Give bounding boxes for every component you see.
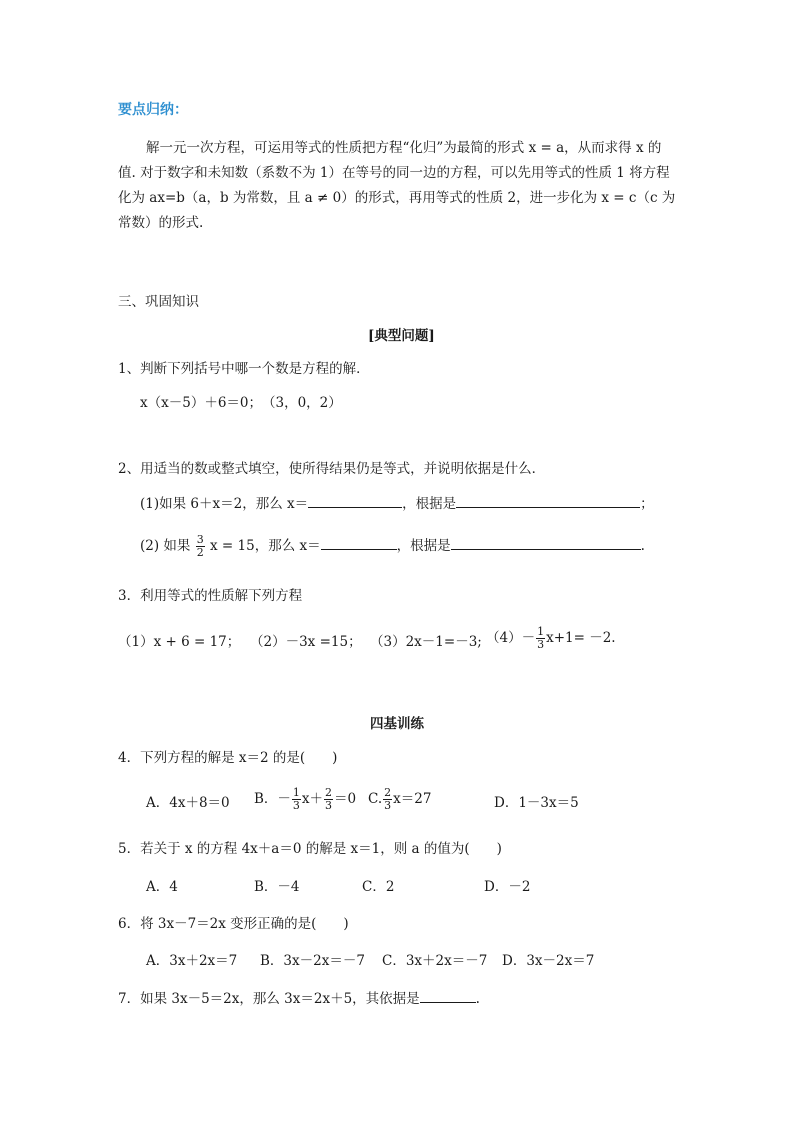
q2a-end: ； xyxy=(640,496,654,512)
q7-end: . xyxy=(475,991,480,1007)
q4-option-a[interactable]: A．4x＋8＝0 xyxy=(146,795,230,811)
q4b-fraction-1-numerator: 1 xyxy=(292,786,300,799)
q4b-mid: x＋ xyxy=(301,791,324,807)
q7-text xyxy=(118,988,480,1009)
section3-heading: 三、巩固知识 xyxy=(118,294,199,310)
section3-subheading: [典型问题] xyxy=(368,328,435,344)
q2b-reason-blank[interactable] xyxy=(451,535,641,550)
q5-option-b[interactable]: B．－4 xyxy=(254,879,300,895)
q4b-post: ＝0 xyxy=(334,791,357,807)
q4b-fraction-2-numerator: 2 xyxy=(325,786,333,799)
q4b-fraction-1-denominator: 3 xyxy=(292,799,300,812)
q4c-post: x＝27 xyxy=(393,791,432,807)
q2a-mid: ，根据是 xyxy=(402,496,457,512)
q2b-end: . xyxy=(640,538,645,554)
q4b-fraction-2 xyxy=(324,787,333,812)
section4-heading: 四基训练 xyxy=(370,716,424,732)
q3-part-1: （1）x + 6 = 17； xyxy=(118,634,241,650)
summary-body: 解一元一次方程，可运用等式的性质把方程“化归”为最简的形式 x = a，从而求得 x 的值. 对于数字和未知数（系数不为 1）在等号的同一边的方程，可以先用等式的性质 1 将方程化为 ax=b（a，b 为常数，且 a ≠ 0）的形式，再用等式的性质 2，进一步化为 x = c（c 为常数）的形式. xyxy=(118,140,676,231)
q3p4-prefix: （4）－ xyxy=(486,630,536,646)
q4c-prefix: C. xyxy=(368,791,383,807)
q5-option-c[interactable]: C．2 xyxy=(362,879,395,895)
q2b-fraction-numerator: 3 xyxy=(196,533,204,546)
q5-option-a[interactable]: A．4 xyxy=(146,879,178,895)
q3p4-post: x+1= －2. xyxy=(546,630,616,646)
q2b-prefix: (2) 如果 xyxy=(140,538,191,554)
q4b-fraction-2-denominator: 3 xyxy=(325,799,333,812)
q2-text: 2、用适当的数或整式填空，使所得结果仍是等式，并说明依据是什么． xyxy=(118,461,546,477)
q3-part-2: （2）－3x =15； xyxy=(250,634,362,650)
q5-option-d[interactable]: D．－2 xyxy=(484,879,531,895)
q3-part-3: （3）2x－1=－3; xyxy=(370,634,482,650)
q4c-fraction-numerator: 2 xyxy=(384,786,392,799)
q2-part-a xyxy=(140,493,654,514)
q3p4-fraction xyxy=(536,626,545,651)
q4b-fraction-1 xyxy=(292,787,301,812)
summary-heading: 要点归纳： xyxy=(118,102,188,118)
q4-option-c[interactable] xyxy=(368,787,431,812)
q4c-fraction xyxy=(383,787,392,812)
q2b-mid: ，根据是 xyxy=(396,538,451,554)
q6-option-c[interactable]: C．3x＋2x＝－7 xyxy=(382,953,488,969)
q4-option-b[interactable] xyxy=(254,787,356,812)
q2a-reason-blank[interactable] xyxy=(456,493,640,508)
q2b-fraction-denominator: 2 xyxy=(196,546,204,559)
q6-option-d[interactable]: D．3x－2x＝7 xyxy=(502,953,595,969)
q4-option-d[interactable]: D．1－3x＝5 xyxy=(494,795,579,811)
q4-text: 4．下列方程的解是 x＝2 的是( ) xyxy=(118,750,338,766)
q6-option-a[interactable]: A．3x＋2x＝7 xyxy=(146,953,238,969)
q4b-prefix: B．－ xyxy=(254,791,291,807)
q6-text: 6．将 3x－7＝2x 变形正确的是( ) xyxy=(118,916,349,932)
q2b-fraction xyxy=(196,534,205,559)
q6-option-b[interactable]: B．3x－2x＝－7 xyxy=(260,953,365,969)
q2b-equation: x = 15，那么 x＝ xyxy=(210,538,321,554)
q2a-answer-blank[interactable] xyxy=(308,493,402,508)
q5-text: 5．若关于 x 的方程 4x＋a＝0 的解是 x＝1，则 a 的值为( ) xyxy=(118,841,502,857)
q2-part-b xyxy=(140,534,645,559)
q2b-answer-blank[interactable] xyxy=(321,535,397,550)
q7-answer-blank[interactable] xyxy=(420,988,476,1003)
q4c-fraction-denominator: 3 xyxy=(384,799,392,812)
q3p4-fraction-numerator: 1 xyxy=(537,625,545,638)
q2a-prefix: (1)如果 6＋x＝2，那么 x＝ xyxy=(140,496,309,512)
q1-text: 1、判断下列括号中哪一个数是方程的解． xyxy=(118,361,370,377)
q3-part-4 xyxy=(486,626,616,651)
q3-text: 3．利用等式的性质解下列方程 xyxy=(118,588,303,604)
q3p4-fraction-denominator: 3 xyxy=(537,638,545,651)
q7-prefix: 7．如果 3x－5＝2x，那么 3x＝2x＋5，其依据是 xyxy=(118,991,420,1007)
q1-equation: x（x－5）＋6＝0； （3，0，2） xyxy=(140,395,342,411)
